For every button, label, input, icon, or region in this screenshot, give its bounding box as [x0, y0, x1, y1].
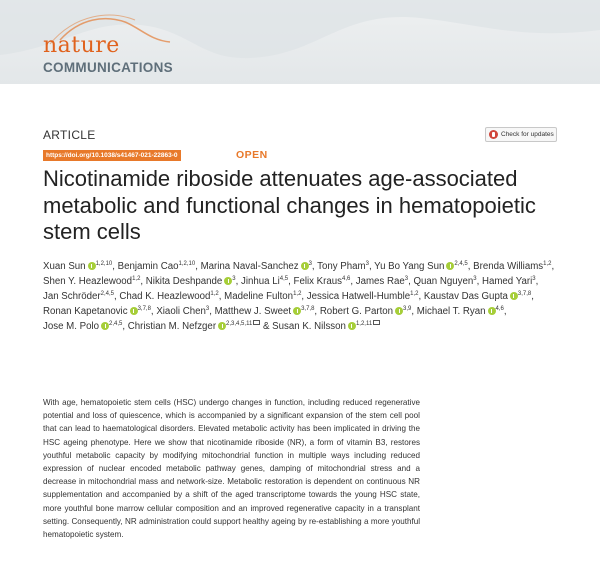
orcid-icon[interactable]: [301, 262, 309, 270]
affiliation-numbers: 2,3,4,5,11: [226, 320, 253, 327]
author-name[interactable]: Xuan Sun $^{1,2,10}$: [43, 260, 113, 272]
author-name[interactable]: Brenda Williams$^{1,2}$: [473, 260, 552, 272]
affiliation-numbers: 3: [404, 275, 409, 282]
author-name[interactable]: Tony Pham$^3$: [317, 260, 369, 272]
author-name[interactable]: Shen Y. Heazlewood$^{1,2}$: [43, 275, 141, 287]
affiliation-numbers: 3: [473, 275, 477, 282]
orcid-icon[interactable]: [293, 307, 301, 315]
affiliation-numbers: 3,7,8: [517, 290, 532, 297]
author-name[interactable]: Ronan Kapetanovic $^{3,7,8}$: [43, 305, 151, 317]
affiliation-numbers: 3: [365, 260, 369, 267]
abstract: With age, hematopoietic stem cells (HSC) undergo changes in function, including reduced regenerative potential and loss of quiescence, which is accompanied by a significant expansion of the stem cell pool that can lead to haematological disorders. Elevated metabolic activity has been implicated in driving the HSC ageing phenotype. Here we show that nicotinamide riboside (NR), a form of vitamin B3, restores youthful metabolic capacity by modifying mitochondrial function in multiple ways including reduced expression of nuclear encoded metabolic pathway genes, damping of mitochondrial stress and a decrease in mitochondrial mass and network-size. Metabolic restoration is dependent on continuous NR supplementation and accompanied by a shift of the aged transcriptome towards the young HSC state, more youthful bone marrow cellular composition and an improved regenerative capacity in a transplant setting. Consequently, NR administration could support healthy ageing by re-establishing a more youthful hematopoietic system.: [43, 398, 420, 540]
author-name[interactable]: Michael T. Ryan $^{4,6}$: [416, 305, 504, 317]
affiliation-numbers: 1,2: [132, 275, 141, 282]
author-name[interactable]: Felix Kraus$^{4,6}$: [293, 275, 351, 287]
author-name[interactable]: Jan Schröder$^{2,4,5}$: [43, 290, 114, 302]
affiliation-numbers: 3: [232, 275, 236, 282]
affiliation-numbers: 1,2: [210, 290, 219, 297]
affiliation-numbers: 3: [308, 260, 312, 267]
affiliation-numbers: 4,6: [341, 275, 351, 282]
author-name[interactable]: Yu Bo Yang Sun $^{2,4,5}$: [374, 260, 468, 272]
affiliation-numbers: 2,4,5: [100, 290, 114, 297]
author-name[interactable]: Xiaoli Chen$^3$: [156, 305, 210, 317]
check-for-updates-button[interactable]: [485, 127, 557, 142]
orcid-icon[interactable]: [88, 262, 96, 270]
affiliation-numbers: 3,7,8: [137, 305, 151, 312]
affiliation-numbers: 1,2,10: [178, 260, 196, 267]
author-name[interactable]: Madeline Fulton$^{1,2}$: [224, 290, 302, 302]
author-name[interactable]: Jessica Hatwell-Humble$^{1,2}$: [306, 290, 419, 302]
orcid-icon[interactable]: [130, 307, 138, 315]
affiliation-numbers: 3,9: [403, 305, 412, 312]
orcid-icon[interactable]: [101, 322, 109, 330]
orcid-icon[interactable]: [510, 292, 518, 300]
author-name[interactable]: Chad K. Heazlewood$^{1,2}$: [119, 290, 219, 302]
journal-header: [0, 0, 600, 84]
journal-logo-communications: COMMUNICATIONS: [43, 60, 173, 75]
author-name[interactable]: Quan Nguyen$^3$: [413, 275, 477, 287]
author-name[interactable]: Kaustav Das Gupta $^{3,7,8}$: [423, 290, 532, 302]
check-for-updates-label: Check for updates: [501, 131, 554, 138]
author-name[interactable]: Hamed Yari$^3$: [481, 275, 536, 287]
orcid-icon[interactable]: [395, 307, 403, 315]
author-name[interactable]: Jose M. Polo $^{2,4,5}$: [43, 320, 123, 332]
affiliation-numbers: 1,2: [293, 290, 302, 297]
affiliation-numbers: 3,7,8: [301, 305, 315, 312]
affiliation-numbers: 2,4,5: [454, 260, 468, 267]
author-name[interactable]: Matthew J. Sweet $^{3,7,8}$: [214, 305, 315, 317]
open-access-label: OPEN: [236, 149, 268, 161]
doi-link[interactable]: https://doi.org/10.1038/s41467-021-22863-0: [43, 150, 181, 161]
author-name[interactable]: Benjamin Cao$^{1,2,10}$: [117, 260, 196, 272]
affiliation-numbers: 4,5: [279, 275, 289, 282]
author-name[interactable]: Nikita Deshpande $^3$: [145, 275, 236, 287]
author-name[interactable]: Christian M. Nefzger $^{2,3,4,5,11}$: [128, 321, 261, 332]
author-name[interactable]: Jinhua Li$^{4,5}$: [241, 275, 289, 287]
affiliation-numbers: 1,2,11: [355, 320, 373, 327]
email-icon[interactable]: [253, 320, 260, 325]
orcid-icon[interactable]: [348, 322, 356, 330]
article-type-label: ARTICLE: [43, 128, 96, 142]
author-name[interactable]: Marina Naval-Sanchez $^3$: [200, 260, 312, 272]
affiliation-numbers: 1,2: [410, 290, 419, 297]
affiliation-numbers: 1,2: [543, 260, 552, 267]
orcid-icon[interactable]: [224, 277, 232, 285]
affiliation-numbers: 3: [205, 305, 210, 312]
orcid-icon[interactable]: [488, 307, 496, 315]
author-list: Xuan Sun $^{1,2,10}$, Benjamin Cao$^{1,2,10}$, Marina Naval-Sanchez $^3$, Tony Pham$^3$, Yu Bo Yang Sun $^{2,4,5}$, Brenda Williams$^{1,2}$, Shen Y. Heazlewood$^{1,2}$, Nikita Deshpande $^3$, Jinhua Li$^{4,5}$, Felix Kraus$^{4,6}$, James Rae$^3$, Quan Nguyen$^3$, Hamed Yari$^3$, Jan Schröder$^{2,4,5}$, Chad K. Heazlewood$^{1,2}$, Madeline Fulton$^{1,2}$, Jessica Hatwell-Humble$^{1,2}$, Kaustav Das Gupta $^{3,7,8}$, Ronan Kapetanovic $^{3,7,8}$, Xiaoli Chen$^3$, Matthew J. Sweet $^{3,7,8}$, Robert G. Parton $^{3,9}$, Michael T. Ryan $^{4,6}$, Jose M. Polo $^{2,4,5}$, Christian M. Nefzger $^{2,3,4,5,11}$ & Susan K. Nilsson $^{1,2,11}$: [43, 260, 555, 332]
article-title: Nicotinamide riboside attenuates age-associated metabolic and functional changes in hematopoietic stem cells: [43, 166, 536, 244]
affiliation-numbers: 4,6: [495, 305, 504, 312]
affiliation-numbers: 1,2,10: [95, 260, 113, 267]
orcid-icon[interactable]: [218, 322, 226, 330]
author-name[interactable]: Robert G. Parton $^{3,9}$: [319, 305, 412, 317]
check-updates-icon: [489, 130, 498, 139]
journal-logo-nature: nature: [43, 33, 120, 58]
author-name[interactable]: James Rae$^3$: [355, 275, 409, 287]
email-icon[interactable]: [373, 320, 380, 325]
affiliation-numbers: 3: [532, 275, 536, 282]
author-name[interactable]: Susan K. Nilsson $^{1,2,11}$: [272, 321, 380, 332]
orcid-icon[interactable]: [446, 262, 454, 270]
affiliation-numbers: 2,4,5: [109, 320, 123, 327]
